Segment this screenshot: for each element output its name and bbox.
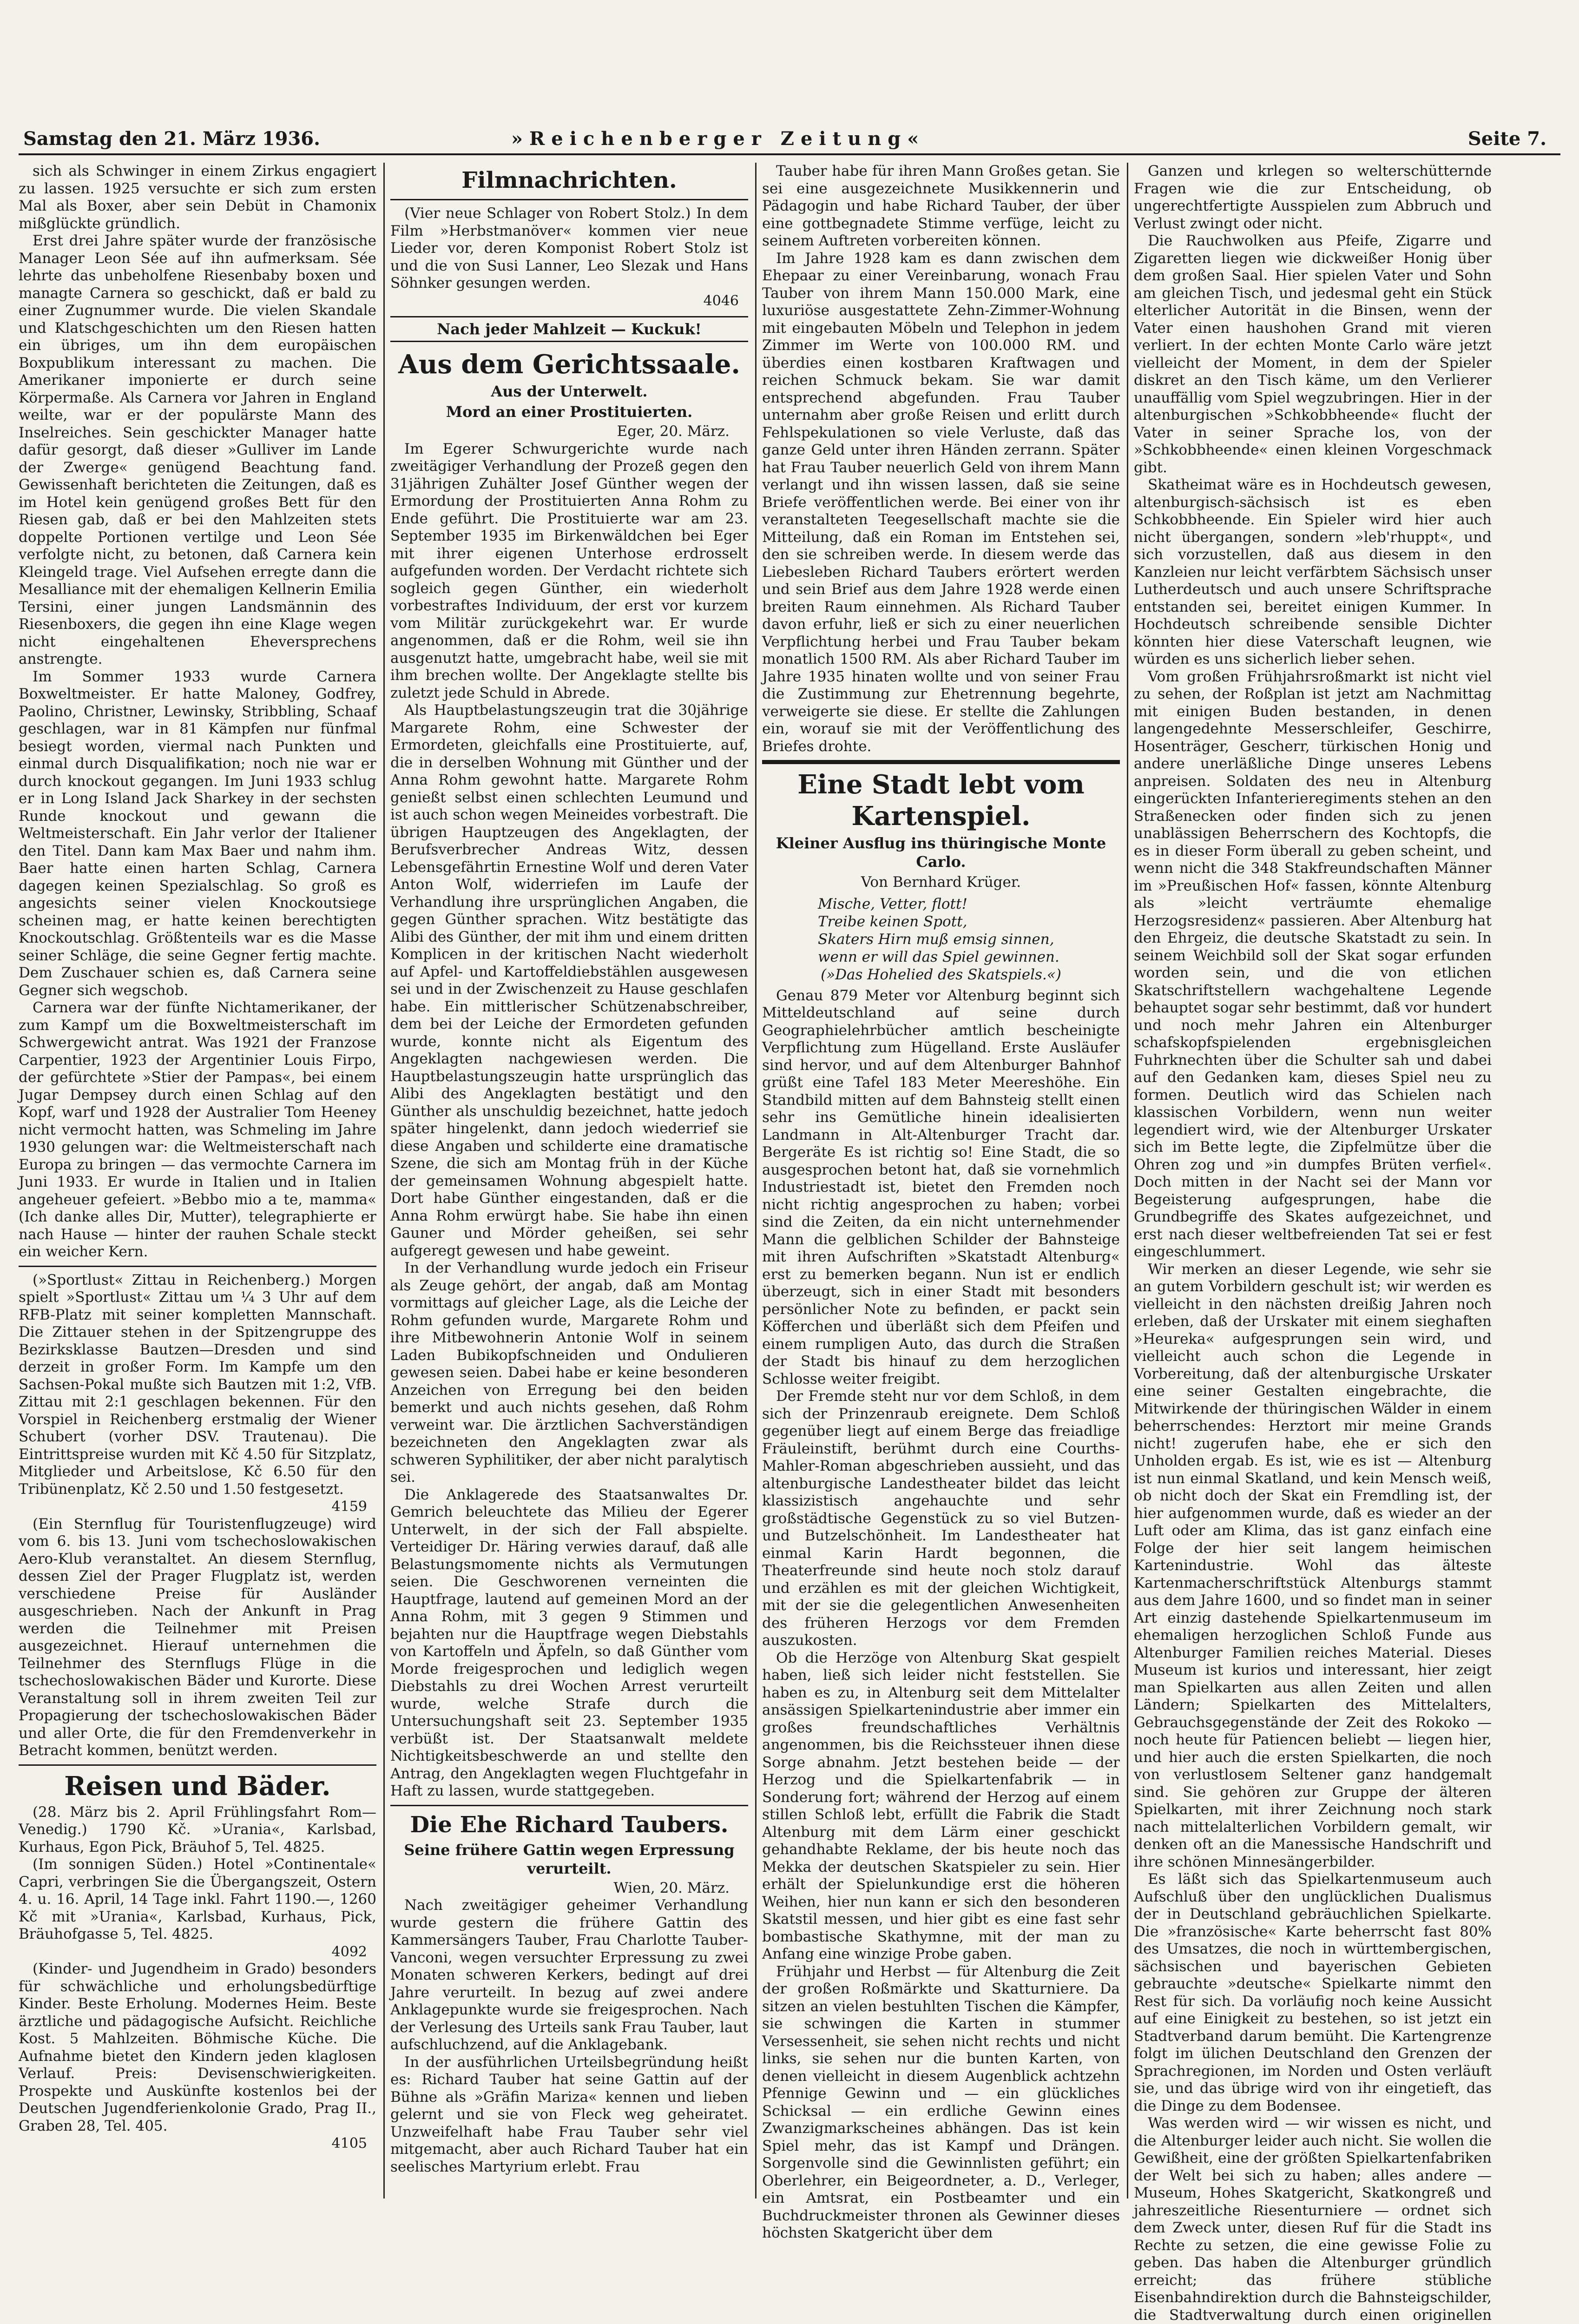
boxing-paragraph: Im Sommer 1933 wurde Carnera Boxweltmeister. Er hatte Maloney, Godfrey, Paolino, Christner, Lewinsky, Stribbling, Schaaf geschlagen, war in 81 Kämpfen nur fünfmal besiegt worden, viermal nach Punkten und einmal durch Disqualifikation; noch nie war er durch knockout gegangen. Im Juni 1933 schlug er in Long Island Jack Sharkey in der sechsten Runde knockout und gewann die Weltmeisterschaft. Ein Jahr verlor der Italiener den Titel. Dann kam Max Baer und nahm ihm. Baer hatte einen harten Schlag, Carnera dagegen keinen Spezialschlag. So groß es angesichts seiner vielen Knockoutsiege scheinen mag, er hatte keinen berechtigten Knockoutschlag. Größtenteils war es die Masse seiner Schläge, die seine Gegner fertig machte. Dem Zuschauer schien es, daß Carnera seine Gegner sich wegschob. (19, 668, 376, 999)
card-paragraph: Vom großen Frühjahrsroßmarkt ist nicht viel zu sehen, der Roßplan ist jetzt am Nachmittag mit einigen Buden bestanden, in denen langengedehnte Messerschleifer, Geschirre, Hosenträger, Gescherr, türkischen Honig und andere unerläßliche Dinge unseres Lebens anpreisen. Soldaten des neu in Altenburg eingerückten Infanterieregiments stehen an den Straßenecken oder finden sich zu jenen unablässigen Beherrschern des Kochtopfs, die es in dieser Form überall zu geben scheint, und wenn nicht die 348 Stakfreundschaften Männer im »Preußischen Hof« fassen, könnte Altenburg als »leicht verträumte ehemalige Herzogsresidenz« passieren. Aber Altenburg hat den Ehrgeiz, die deutsche Skatstadt zu sein. In seinem Weichbild soll der Skat sogar erfunden worden sein, und die von etlichen Skatschriftstellern wachgehaltene Legende behauptet sogar sehr bestimmt, daß vor hundert und noch mehr Jahren ein Altenburger schafskopfspielenden ergebnisgleichen Fuhrknechten über die Schulter sah und dabei auf den Gedanken kam, dieses Spiel neu zu formen. Deutlich wird das Schielen nach klassischen Vorbildern, wenn nun weiter legendiert wird, wie der Altenburger Urskater sich im Bette legte, die Zipfelmütze über die Ohren zog und »in dumpfes Brüten verfiel«. Doch mitten in der Nacht sei der Mann vor Begeisterung aufgesprungen, habe die Grundbegriffe des Skates aufgezeichnet, und erst nach dieser weltbefreienden Tat sei er fest eingeschlummert. (1134, 668, 1492, 1260)
card-paragraph: Ob die Herzöge von Altenburg Skat gespielt haben, ließ sich leider nicht feststellen. Sie haben es zu, in Altenburg seit dem Mittelalter ansässigen Spielkartenindustrie aber immer ein großes freundschaftliches Verhältnis angenommen, bis die Reichssteuer ihnen diese Sorge abnahm. Jetzt bestehen beide — der Herzog und die Spielkartenfabrik — in Sonderung fort; während der Herzog auf einem stillen Schloß lebt, erfüllt die Fabrik die Stadt Altenburg mit dem Lärm einer geschickt gehandhabte Reklame, der bis heute noch das Mekka der deutschen Skatspieler zu sein. Hier erhält der Spielunkundige erst die höheren Weihen, hier nun kann er sich den besonderen Skatstil messen, und hier gibt es eine fast sehr bombastische Skathymne, mit der man zu Anfang eine winzige Probe gaben. (762, 1649, 1120, 1962)
court-paragraph: Die Anklagerede des Staatsanwaltes Dr. Gemrich beleuchtete das Milieu der Egerer Unterwelt, in der sich der Fall abspielte. Verteidiger Dr. Häring verwies darauf, daß alle Belastungsmomente nichts als Vermutungen seien. Die Geschworenen verneinten die Hauptfrage, lautend auf gemeinen Mord an der Anna Rohm, mit 3 gegen 9 Stimmen und bejahten nur die Hauptfrage wegen Diebstahls von Kartoffeln und Äpfeln, so daß Günther vom Morde freigesprochen und lediglich wegen Diebstahls zu drei Wochen Arrest verurteilt wurde, welche Strafe durch die Untersuchungshaft seit 23. September 1935 verbüßt ist. Der Staatsanwalt meldete Nichtigkeitsbeschwerde an und stellte den Antrag, den Angeklagten wegen Fluchtgefahr in Haft zu lassen, wurde stattgegeben. (390, 1486, 748, 1799)
issue-date: Samstag den 21. März 1936. (23, 128, 321, 150)
court-section-title: Aus dem Gerichtssaale. (398, 349, 740, 380)
column-divider (1127, 163, 1128, 2199)
page-number: Seite 7. (1467, 128, 1546, 150)
page-header (19, 125, 1560, 155)
court-paragraph: In der Verhandlung wurde jedoch ein Friseur als Zeuge gehört, der angab, daß am Montag vormittags auf gleicher Lage, als die Leiche der Rohm gefunden wurde, Margarete Rohm und ihre Mitbewohnerin Antonie Wolf in seinem Laden Bubikopfschneiden und Ondulieren gewesen seien. Dabei habe er keine besonderen Anzeichen von Erregung bei den beiden bemerkt und auch nichts gesehen, daß Rohm verweint war. Die ärztlichen Sachverständigen bezeichneten den Angeklagten zwar als schweren Syphilitiker, der aber nicht paralytisch sei. (390, 1260, 748, 1486)
tauber-subtitle: Seine frühere Gattin wegen Erpressung verurteilt. (404, 1841, 735, 1877)
court-subtitle: Aus der Unterwelt. (491, 383, 648, 400)
column-divider (383, 163, 385, 2199)
card-paragraph: Die Rauchwolken aus Pfeife, Zigarre und Zigaretten liegen wie dickweißer Honig über dem großen Saal. Hier spielen Vater und Sohn am gleichen Tisch, und jedesmal geht ein Stück elterlicher Autorität in die Binsen, wenn der Vater einen haushohen Grand mit vieren verliert. In der echten Monte Carlo wäre jetzt vielleicht der Moment, in dem der Spieler diskret an den Tisch käme, um den Verlierer unauffällig vom Spiel wegzubringen. Hier in der altenburgischen »Schkobbheende« flucht der Vater in seiner Sprache los, von der »Schkobbheende« einen kleinen Vorgeschmack gibt. (1134, 232, 1492, 476)
travel-section-title: Reisen und Bäder. (64, 1770, 331, 1802)
travel-notice: (Im sonnigen Süden.) Hotel »Continentale« Capri, verbringen Sie die Übergangszeit, Ostern 4. u. 16. April, 14 Tage inkl. Fahrt 1190.—, 1260 Kč mit »Urania«, Karlsbad, Kurhaus, Pick, Bräuhofgasse 5, Tel. 4825. (19, 1856, 376, 1942)
poem-source: (»Das Hohelied des Skatspiels.«) (821, 966, 1061, 983)
column-divider (755, 163, 757, 2199)
card-paragraph: Wir merken an dieser Legende, wie sehr sie an gutem Vorbildern geschult ist; wir werden es vielleicht in den nächsten dreißig Jahren noch erleben, daß der Urskater mit einem sieghaften »Heureka« aufgesprungen sein wird, und vielleicht auch schon die Legende in Vorbereitung, daß der altenburgische Urskater eine seiner Gestalten eingebrachte, die Mitwirkende der thüringischen Wälder in einem beherrschendes: Herztort mir meine Grands nicht! zugerufen habe, ehe er sich den Unholden ergab. Es ist, wie es ist — Altenburg ist nun einmal Skatland, und kein Mensch weiß, ob nicht doch der Skat ein Fremdling ist, der hier aufgenommen wurde, daß es wieder an der Luft oder am Klima, das ist ganz einfach eine Folge der hier seit langem heimischen Kartenindustrie. Wohl das älteste Kartenmacherschriftstück Altenburgs stammt aus dem Jahre 1600, und so findet man in seiner Art einzig dastehende Spielkartenmuseum im ehemaligen herzoglichen Schloß Funde aus Altenburger Familien reiches Material. Dieses Museum ist kurios und interessant, hier zeigt man Spielkarten aus allen Zeiten und allen Ländern; Spielkarten des Mittelalters, Gebrauchsgegenstände der Zeit des Rokoko — noch heute für Patiencen beliebt — liegen hier, und hier auch die ersten Spielkarten, die noch von verlustlosem Seltener ganz handgemalt sind. Sie gehören zur Gruppe der älteren Spielkarten, mit ihrer Zeichnung noch stark nach mittelalterlichen Vorbildern gemalt, wir denken oft an die Manessische Handschrift und ihre schönen Minnesängerbilder. (1134, 1261, 1492, 1870)
poem-line: Skaters Hirn muß emsig sinnen, (818, 931, 1054, 948)
column-3 (762, 163, 1120, 2241)
court-subtitle: Mord an einer Prostituierten. (446, 403, 693, 421)
sport-notice: (»Sportlust« Zittau in Reichenberg.) Morgen spielt »Sportlust« Zittau um ¼ 3 Uhr auf dem RFB-Platz mit seiner kompletten Mannschaft. Die Zittauer stehen in der Spitzengruppe des Bezirksklasse Bautzen—Dresden und sind derzeit in großer Form. Im Kampfe um den Sachsen-Pokal mußte sich Bautzen mit 1:2, VfB. Zittau mit 2:1 geschlagen bekennen. Für den Vorspiel in Reichenberg erstmalig der Wiener Schubert (vorher DSV. Trautenau). Die Eintrittspreise wurden mit Kč 4.50 für Sitzplatz, Mitglieder und Arbeitslose, Kč 6.50 für den Tribünenplatz, Kč 2.50 und 1.50 festgesetzt. (19, 1271, 376, 1498)
travel-notice: (28. März bis 2. April Frühlingsfahrt Rom—Venedig.) 1790 Kč. »Urania«, Karlsbad, Kurhaus, Egon Pick, Bräuhof 5, Tel. 4825. (19, 1803, 376, 1855)
card-paragraph: Es läßt sich das Spielkartenmuseum auch Aufschluß über den unglücklichen Dualismus der in Deutschland gebräuchlichen Spielkarte. Die »französische« Karte beherrscht fast 80% des Umsatzes, die noch in württembergischen, sächsischen und bayerischen Gebieten gebrauchte »deutsche« Spielkarte nimmt den Rest für sich. Da vorläufig noch keine Aussicht auf eine Einigkeit zu bestehen, so ist jetzt ein Stadtverband darum bemüht. Die Kartengrenze folgt im ülichen Deutschland den Grenzen der Sprachregionen, im Norden und Osten verläuft sie, und das übrige wird von ihr eingetieft, das die Dinge zu dem Bodensee. (1134, 1871, 1492, 2114)
notice-number: 4105 (331, 2135, 367, 2152)
card-paragraph: Was werden wird — wir wissen es nicht, und die Altenburger leider auch nicht. Sie wollen die Gewißheit, eine der größten Spielkartenfabriken der Welt bei sich zu haben; alles andere — Museum, Hohes Skatgericht, Skatkongreß und jahreszeitliche Riesenturniere — ordnet sich dem Zweck unter, diesen Ruf für die Stadt ins Rechte zu setzen, die eine gewisse Folie zu geben. Das haben die Altenburger gründlich erreicht; das frühere stübliche Eisenbahndirektion durch die Bahnsteigschilder, die Stadtverwaltung durch einen originellen (1134, 2115, 1492, 2324)
poem-line: Mische, Vetter, flott! (818, 895, 967, 912)
column-1 (19, 163, 376, 2199)
court-paragraph: Als Hauptbelastungszeugin trat die 30jährige Margarete Rohm, eine Schwester der Ermordeten, gleichfalls eine Prostituierte, auf, die in derselben Wohnung mit Günther und der Anna Rohm gewohnt hatte. Margarete Rohm genießt selbst einen schlechten Leumund und ist auch schon wegen Meineides vorbestraft. Die übrigen Hauptzeugen des Angeklagten, der Berufsverbrecher Andreas Witz, dessen Lebensgefährtin Ernestine Wolf und deren Vater Anton Wolf, widerriefen im Laufe der Verhandlung ihre ursprünglichen Angaben, die gegen Günther sprachen. Witz bestätigte das Alibi des Günther, der mit ihm und einem dritten Komplicen in der kritischen Nacht wiederholt auf Apfel- und Kartoffeldiebstählen ausgewesen sei und in der Zwischenzeit zu Hause geschlafen habe. Ein mittlerischer Schützenabschreiber, dem bei der Leiche der Ermordeten gefunden wurde, konnte nicht als Eigentum des Angeklagten nachgewiesen werden. Die Hauptbelastungszeugin hatte ursprünglich das Alibi des Angeklagten bestätigt und den Günther als unschuldig bezeichnet, hatte jedoch später hingelenkt, dann jedoch wiederrief sie diese Angaben und schilderte eine dramatische Szene, die sich am Montag früh in der Küche der gemeinsamen Wohnung abgespielt hatte. Dort habe Günther eingestanden, daß er die Anna Rohm erwürgt habe. Sie habe ihn einen Gauner und Mörder geheißen, sei sehr aufgeregt gewesen und habe geweint. (390, 702, 748, 1259)
boxing-paragraph: Erst drei Jahre später wurde der französische Manager Leon Sée auf ihn aufmerksam. Sée lehrte das unbeholfene Riesenbaby boxen und managte Carnera so geschickt, daß er bald zu einer Zugnummer wurde. Die vielen Skandale und Klatschgeschichten um den Riesen hatten ein übriges, um ihn dem europäischen Boxpublikum interessant zu machen. Die Amerikaner imponierte er durch seine Körpermaße. Als Carnera vor Jahren in England weilte, war er der populärste Mann des Inselreiches. Sein geschickter Manager hatte dafür gesorgt, daß dieser »Gulliver im Lande der Zwerge« genügend Beachtung fand. Gewissenhaft berichteten die Zeitungen, daß es im Hotel kein genügend großes Bett für den Riesen gab, daß er bei den Mahlzeiten stets doppelte Portionen vertilge und Leon Sée verfolgte nicht, zu betonen, daß Carnera kein Kleingeld trage. Viel Aufsehen erregte dann die Mesalliance mit der ehemaligen Kellnerin Emilia Tersini, einer jungen Landsmännin des Riesenboxers, die gegen ihn eine Klage wegen nicht eingehaltenen Eheversprechens anstrengte. (19, 232, 376, 667)
section-divider (390, 199, 748, 200)
tauber-paragraph: Nach zweitägiger geheimer Verhandlung wurde gestern die frühere Gattin des Kammersängers Tauber, Frau Charlotte Tauber-Vanconi, wegen versuchter Erpressung zu zwei Monaten schweren Kerkers, bedingt auf drei Jahre verurteilt. In bezug auf zwei andere Anklagepunkte wurde sie freigesprochen. Nach der Verlesung des Urteils sank Frau Tauber, laut aufschluchzend, auf die Anklagebank. (390, 1897, 748, 2053)
advertisement-slogan: Nach jeder Mahlzeit — Kuckuk! (390, 316, 748, 342)
flight-notice: (Ein Sternflug für Touristenflugzeuge) wird vom 6. bis 13. Juni vom tschechoslowakischen Aero-Klub veranstaltet. An diesem Sternflug, dessen Ziel der Prager Flugplatz ist, werden verschiedene Preise für Ausländer ausgeschrieben. Nach der Ankunft in Prag werden die Teilnehmer mit Preisen ausgezeichnet. Hierauf unternehmen die Teilnehmer des Sternflugs Flüge in die tschechoslowakischen Bäder und Kurorte. Diese Veranstaltung soll in ihrem zweiten Teil zur Propagierung der tschechoslowakischen Bäder und aller Orte, die für den Fremdenverkehr in Betracht kommen, benützt werden. (19, 1515, 376, 1759)
travel-notice: (Kinder- und Jugendheim in Grado) besonders für schwächliche und erholungsbedürftige Kinder. Beste Erholung. Modernes Heim. Beste ärztliche und pädagogische Aufsicht. Reichliche Kost. 5 Mahlzeiten. Böhmische Küche. Die Aufnahme bietet den Kindern jeden klaglosen Verlauf. Preis: Devisenschwierigkeiten. Prospekte und Auskünfte kostenlos bei der Deutschen Jugendferienkolonie Grado, Prag II., Graben 28, Tel. 405. (19, 1961, 376, 2134)
card-paragraph: Genau 879 Meter vor Altenburg beginnt sich Mitteldeutschland auf seine durch Geographielehrbücher amtlich bescheinigte Verpflichtung zum Hügelland. Erste Ausläufer sind hervor, und auf dem Altenburger Bahnhof grüßt eine Tafel 183 Meter Meereshöhe. Ein Standbild mitten auf dem Bahnsteig stellt einen sehr ins Gemütliche hinein idealisierten Landmann in Alt-Altenburger Tracht dar. Bergeräte Es ist richtig so! Eine Stadt, die so ausgesprochen betont hat, daß sie vornehmlich Industriestadt ist, bietet den Fremden noch nicht richtig angesprochen zu haben; vorbei sind die Zeiten, da ein nicht unternehmender Mann die gelblichen Schilder der Bahnsteige mit ihren Aufschriften »Skatstadt Altenburg« erst zu bemerken begann. Nun ist er endlich überzeugt, sich in einer Stadt mit besonders persönlicher Note zu befinden, er packt sein Köfferchen und überläßt sich dem Pfeifen und einem rumpligen Auto, das durch die Straßen der Stadt bis hinauf zu dem herzoglichen Schlosse weiter freigibt. (762, 987, 1120, 1387)
column-4 (1134, 163, 1492, 2324)
article-author: Von Bernhard Krüger. (861, 874, 1021, 891)
dateline: Wien, 20. März. (613, 1879, 730, 1896)
newspaper-page (19, 28, 1560, 2324)
dateline: Eger, 20. März. (617, 423, 730, 440)
court-paragraph: Im Egerer Schwurgerichte wurde nach zweitägiger Verhandlung der Prozeß gegen den 31jährigen Zuhälter Josef Günther wegen der Ermordung der Prostituierten Anna Rohm zu Ende geführt. Die Prostituierte war am 23. September 1935 im Birkenwäldchen bei Eger mit ihrer eigenen Unterhose erdrosselt aufgefunden worden. Der Verdacht richtete sich sogleich gegen Günther, ein wiederholt vorbestraftes Individuum, der erst vor kurzem vom Militär zurückgekehrt war. Er wurde angenommen, daß er die Rohm, weil sie ihn ausgenutzt hatte, umgebracht habe, weil sie mit ihm brechen wollte. Der Angeklagte stellte bis zuletzt jede Schuld in Abrede. (390, 440, 748, 701)
section-divider (762, 760, 1120, 764)
card-article-subtitle: Kleiner Ausflug ins thüringische Monte Carlo. (776, 834, 1106, 871)
boxing-paragraph: Carnera war der fünfte Nichtamerikaner, der zum Kampf um die Boxweltmeisterschaft im Schwergewicht antrat. Was 1921 der Franzose Carpentier, 1923 der Argentinier Louis Firpo, der gefürchtete »Stier der Pampas«, bei einem Jugar Dempsey durch einen Schlag auf den Kopf, warf und 1928 der Australier Tom Heeney nicht vermocht hatten, was Schmeling im Jahre 1930 gelungen war: die Weltmeisterschaft nach Europa zu bringen — das vermochte Carnera im Juni 1933. Er wurde in Italien und in Italien angeheuer gefeiert. »Bebbo mio a te, mamma« (Ich danke alles Dir, Mutter), telegraphierte er nach Hause — hinter der rauhen Schale steckt ein weicher Kern. (19, 999, 376, 1260)
tauber-paragraph: Tauber habe für ihren Mann Großes getan. Sie sei eine ausgezeichnete Musikkennerin und Pädagogin und habe Richard Tauber, der über eine gottbegnadete Stimme verfüge, leicht zu seinem Auftreten vorbereiten können. (762, 163, 1120, 249)
notice-number: 4159 (331, 1499, 367, 1515)
card-paragraph: Frühjahr und Herbst — für Altenburg die Zeit der großen Roßmärkte und Skatturniere. Da sitzen an vielen bestuhlten Tischen die Kämpfer, sie schwingen die Karten in stummer Versessenheit, sie sehen nicht rechts und nicht links, sie sehen nur die bunten Karten, von denen vielleicht in diesem Augenblick achtzehn Pfennige Gewinn und — ein glückliches Schicksal — ein erdliche Gewinn eines Zwanzigmarkscheines abhängen. Das ist kein Spiel mehr, das ist Kampf und Drängen. Sorgenvolle sind die Gewinnlisten geführt; ein Oberlehrer, ein Beigeordneter, a. D., Verleger, ein Amtsrat, ein Postbeamter und ein Buchdruckmeister thronen als Gewinner dieses höchsten Skatgericht über dem (762, 1963, 1120, 2241)
poem-epigraph (818, 895, 1120, 984)
tauber-paragraph: In der ausführlichen Urteilsbegründung heißt es: Richard Tauber hat seine Gattin auf der Bühne als »Gräfin Mariza« kennen und lieben gelernt und sie von Fleck weg geheiratet. Unzweifelhaft habe Frau Tauber sehr viel mitgemacht, aber auch Richard Tauber hat ein seelisches Martyrium erlebt. Frau (390, 2053, 748, 2175)
section-divider (19, 1266, 376, 1267)
notice-number: 4046 (703, 292, 739, 309)
card-paragraph: Ganzen und krlegen so welterschütternde Fragen wie die zur Entscheidung, ob ungerechtfertigte Ausspielen zum Abbruch und Verlust zwingt oder nicht. (1134, 163, 1492, 232)
card-paragraph: Skatheimat wäre es in Hochdeutsch gewesen, altenburgisch-sächsisch ist es eben Schkobbheende. Ein Spieler wird hier auch nicht übergangen, sondern »leb'rhuppt«, und sich vorzustellen, daß aus diesem in den Kanzleien nur leicht verfärbtem Sächsisch unser Lutherdeutsch und auch unsere Schriftsprache entstanden sei, bereitet einigen Kummer. In Hochdeutsch schreibende sensible Dichter könnten hier diese Vaterschaft leugnen, wie würden es uns sicherlich lieber sehen. (1134, 476, 1492, 667)
film-section-title: Filmnachrichten. (461, 167, 677, 193)
card-paragraph: Der Fremde steht nur vor dem Schloß, in dem sich der Prinzenraub ereignete. Dem Schloß gegenüber liegt auf einem Berge das freiadlige Fräuleinstift, berühmt durch eine Courths-Mahler-Roman abgeschrieben aussieht, und das altenburgische Landestheater bildet das leicht klassizistisch angehauchte und sehr großstädtische Gegenstück zu so viel Butzen- und Butzelschönheit. Im Landestheater hat einmal Karin Hardt begonnen, die Theaterfreunde sind heute noch stolz darauf und erzählen es mit der gleichen Wichtigkeit, mit der sie die gelegentlichen Anwesenheiten des früheren Herzogs vor dem Fremden auszukosten. (762, 1388, 1120, 1649)
newspaper-title: »Reichenberger Zeitung« (511, 128, 926, 150)
section-divider (390, 1805, 748, 1806)
tauber-paragraph: Im Jahre 1928 kam es dann zwischen dem Ehepaar zu einer Vereinbarung, wonach Frau Tauber von ihrem Mann 150.000 Mark, eine luxuriöse ausgestattete Zehn-Zimmer-Wohnung mit eingebauten Möbeln und Telephon in jedem Zimmer im Werte von 100.000 RM. und überdies einen kostbaren Kraftwagen und reichen Schmuck bekam. Sie war damit entsprechend abgefunden. Frau Tauber unternahm aber große Reisen und erlitt durch Fehlspekulationen so viele Verluste, daß das ganze Geld unter ihren Händen zerrann. Später hat Frau Tauber neuerlich Geld von ihrem Mann verlangt und ihn wissen lassen, daß sie seine Briefe veröffentlichen werde. Bei einer von ihr veranstalteten Teegesellschaft machte sie die Mitteilung, daß ein Roman im Entstehen sei, den sie schreiben werde. In diesem werde das Liebesleben Richard Taubers erörtert werden und sein Brief aus dem Jahre 1928 werde einen breiten Raum einnehmen. Als Richard Tauber davon erfuhr, ließ er sich zu einer neuerlichen Verpflichtung herbei und Frau Tauber bekam monatlich 1500 RM. Als aber Richard Tauber im Jahre 1935 hinaten wollte und von seiner Frau die Zustimmung zur Ehetrennung begehrte, verweigerte sie diese. Er stellte die Zahlungen ein, worauf sie mit der Veröffentlichung des Briefes drohte. (762, 250, 1120, 755)
tauber-article-title: Die Ehe Richard Taubers. (410, 1811, 729, 1838)
notice-number: 4092 (331, 1943, 367, 1960)
boxing-paragraph: sich als Schwinger in einem Zirkus engagiert zu lassen. 1925 versuchte er sich zum ersten Mal als Boxer, aber sein Debüt in Chamonix mißglückte gründlich. (19, 163, 376, 232)
poem-line: wenn er will das Spiel gewinnen. (818, 948, 1059, 965)
card-article-title: Eine Stadt lebt vom Kartenspiel. (797, 769, 1085, 832)
poem-line: Treibe keinen Spott, (818, 913, 967, 930)
section-divider (19, 1764, 376, 1766)
film-notice: (Vier neue Schlager von Robert Stolz.) In dem Film »Herbstmanöver« kommen vier neue Lieder vor, deren Komponist Robert Stolz ist und die von Susi Lanner, Leo Slezak und Hans Söhnker gesungen werden. (390, 205, 748, 291)
column-2 (390, 163, 748, 2199)
